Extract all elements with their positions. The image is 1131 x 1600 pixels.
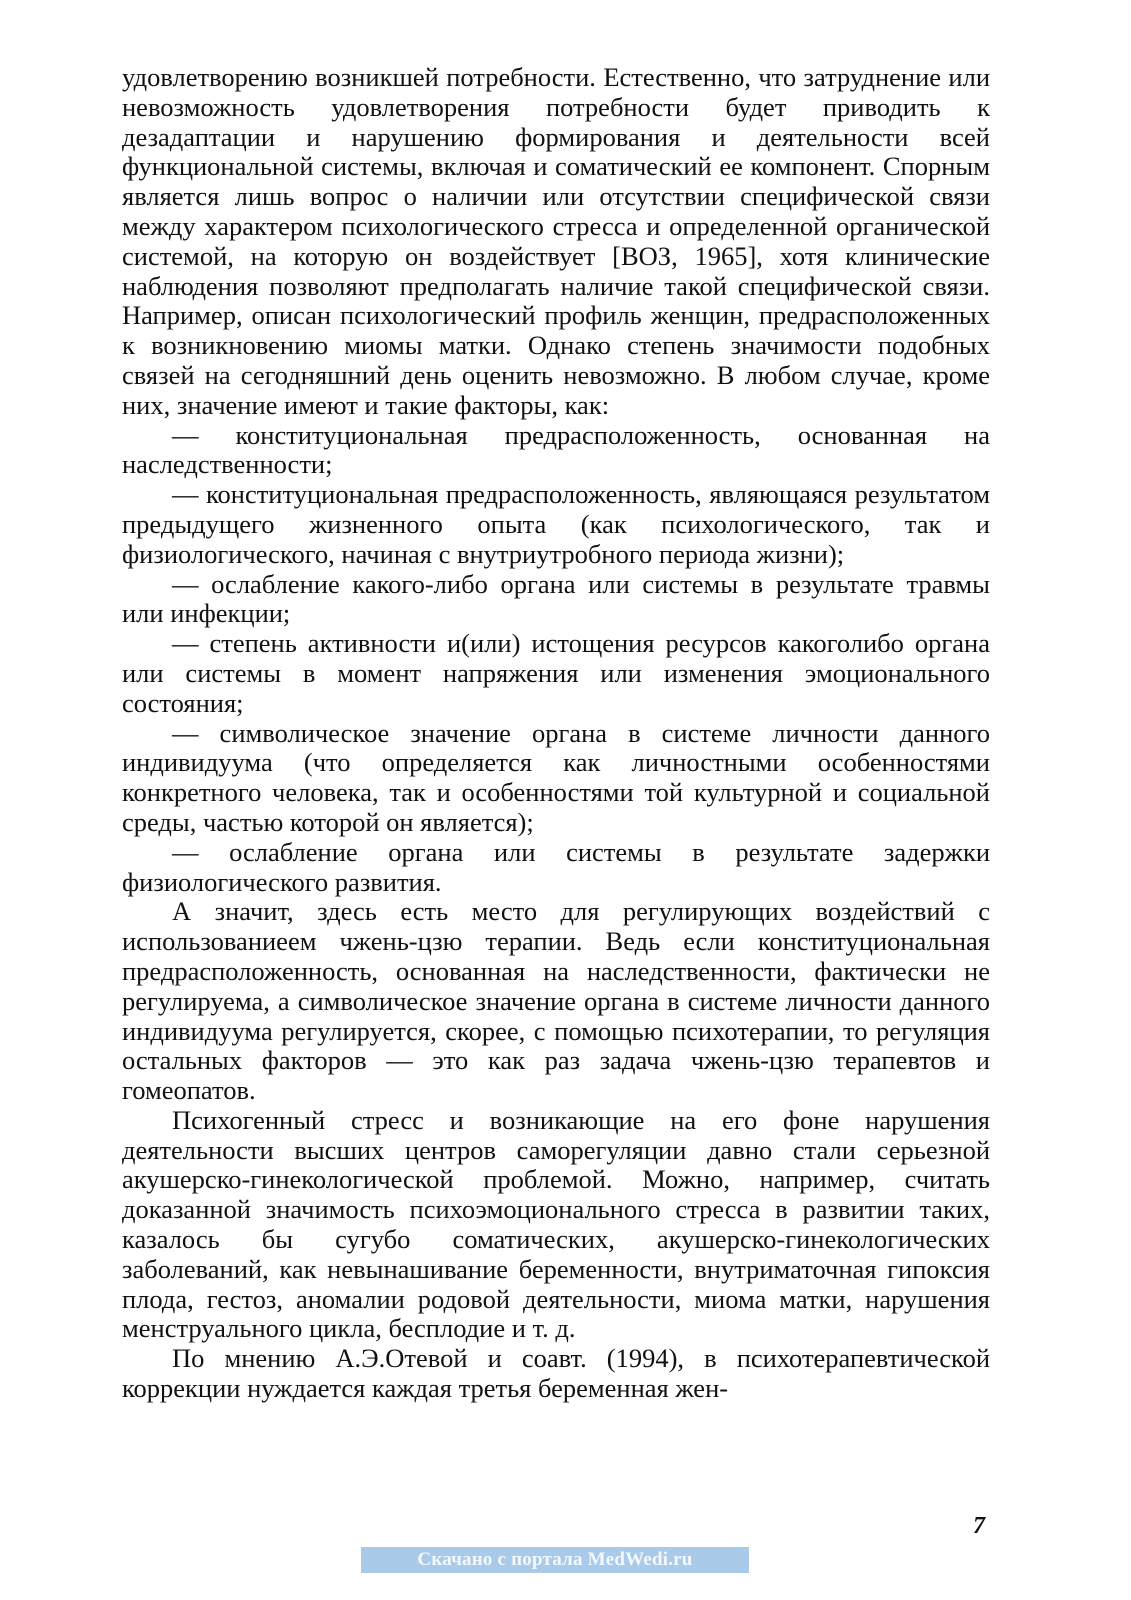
page-number: 7	[973, 1513, 985, 1539]
list-item-heredity: — конституциональная предрасположенность, основанная на наследственности;	[122, 419, 990, 480]
paragraph-regulation: А значит, здесь есть место для регулирующих воздействий с использованиеем чжень-цзю терапии. Ведь если конституциональная предрасположенность, основанная на наследственности, фактически не регулируема, а символическое значение органа в системе личности данного индивидуума регулируется, скорее, с помощью психотерапии, то регуляция остальных факторов — это как раз задача чжень-цзю терапевтов и гомеопатов.	[122, 896, 990, 1106]
list-item-delayed-development: — ослабление органа или системы в результате задержки физиологического развития.	[122, 836, 990, 897]
body-text	[122, 63, 990, 1404]
paragraph-psychogenic-stress: Психогенный стресс и возникающие на его фоне нарушения деятельности высших центров саморегуляции давно стали серьезной акушерско-гинекологической проблемой. Можно, например, считать доказанной значимость психоэмоционального стресса в развитии таких, казалось бы сугубо соматических, акушерско-гинекологических заболеваний, как невынашивание беременности, внутриматочная гипоксия плода, гестоз, аномалии родовой деятельности, миома матки, нарушения менструального цикла, бесплодие и т. д.	[122, 1104, 990, 1344]
list-item-life-experience: — конституциональная предрасположенность, являющаяся результатом предыдущего жизненного опыта (как психологического, так и физиологического, начиная с внутриутробного периода жизни);	[122, 479, 990, 569]
list-item-symbolic-meaning: — символическое значение органа в системе личности данного индивидуума (что определяется как личностными особенностями конкретного человека, так и особенностями той культурной и социальной среды, частью которой он является);	[122, 717, 990, 837]
paragraph-continuation: удовлетворению возникшей потребности. Естественно, что затруднение или невозможность удовлетворения потребности будет приводить к дезадаптации и нарушению формирования и деятельности всей функциональной системы, включая и соматический ее компонент. Спорным является лишь вопрос о наличии или отсутствии специфической связи между характером психологического стресса и определенной органической системой, на которую он воздействует [ВОЗ, 1965], хотя клинические наблюдения позволяют предполагать наличие такой специфической связи. Например, описан психологический профиль женщин, предрасположенных к возникновению миомы матки. Однако степень значимости подобных связей на сегодняшний день оценить невозможно. В любом случае, кроме них, значение имеют и такие факторы, как:	[122, 62, 990, 420]
watermark-banner: Скачано с портала MedWedi.ru	[361, 1547, 749, 1573]
paragraph-oteva: По мнению А.Э.Отевой и соавт. (1994), в психотерапевтической коррекции нуждается каждая третья беременная жен-	[122, 1343, 990, 1404]
list-item-activity-exhaustion: — степень активности и(или) истощения ресурсов какоголибо органа или системы в момент напряжения или изменения эмоционального состояния;	[122, 628, 990, 718]
list-item-trauma-infection: — ослабление какого-либо органа или системы в результате травмы или инфекции;	[122, 568, 990, 629]
